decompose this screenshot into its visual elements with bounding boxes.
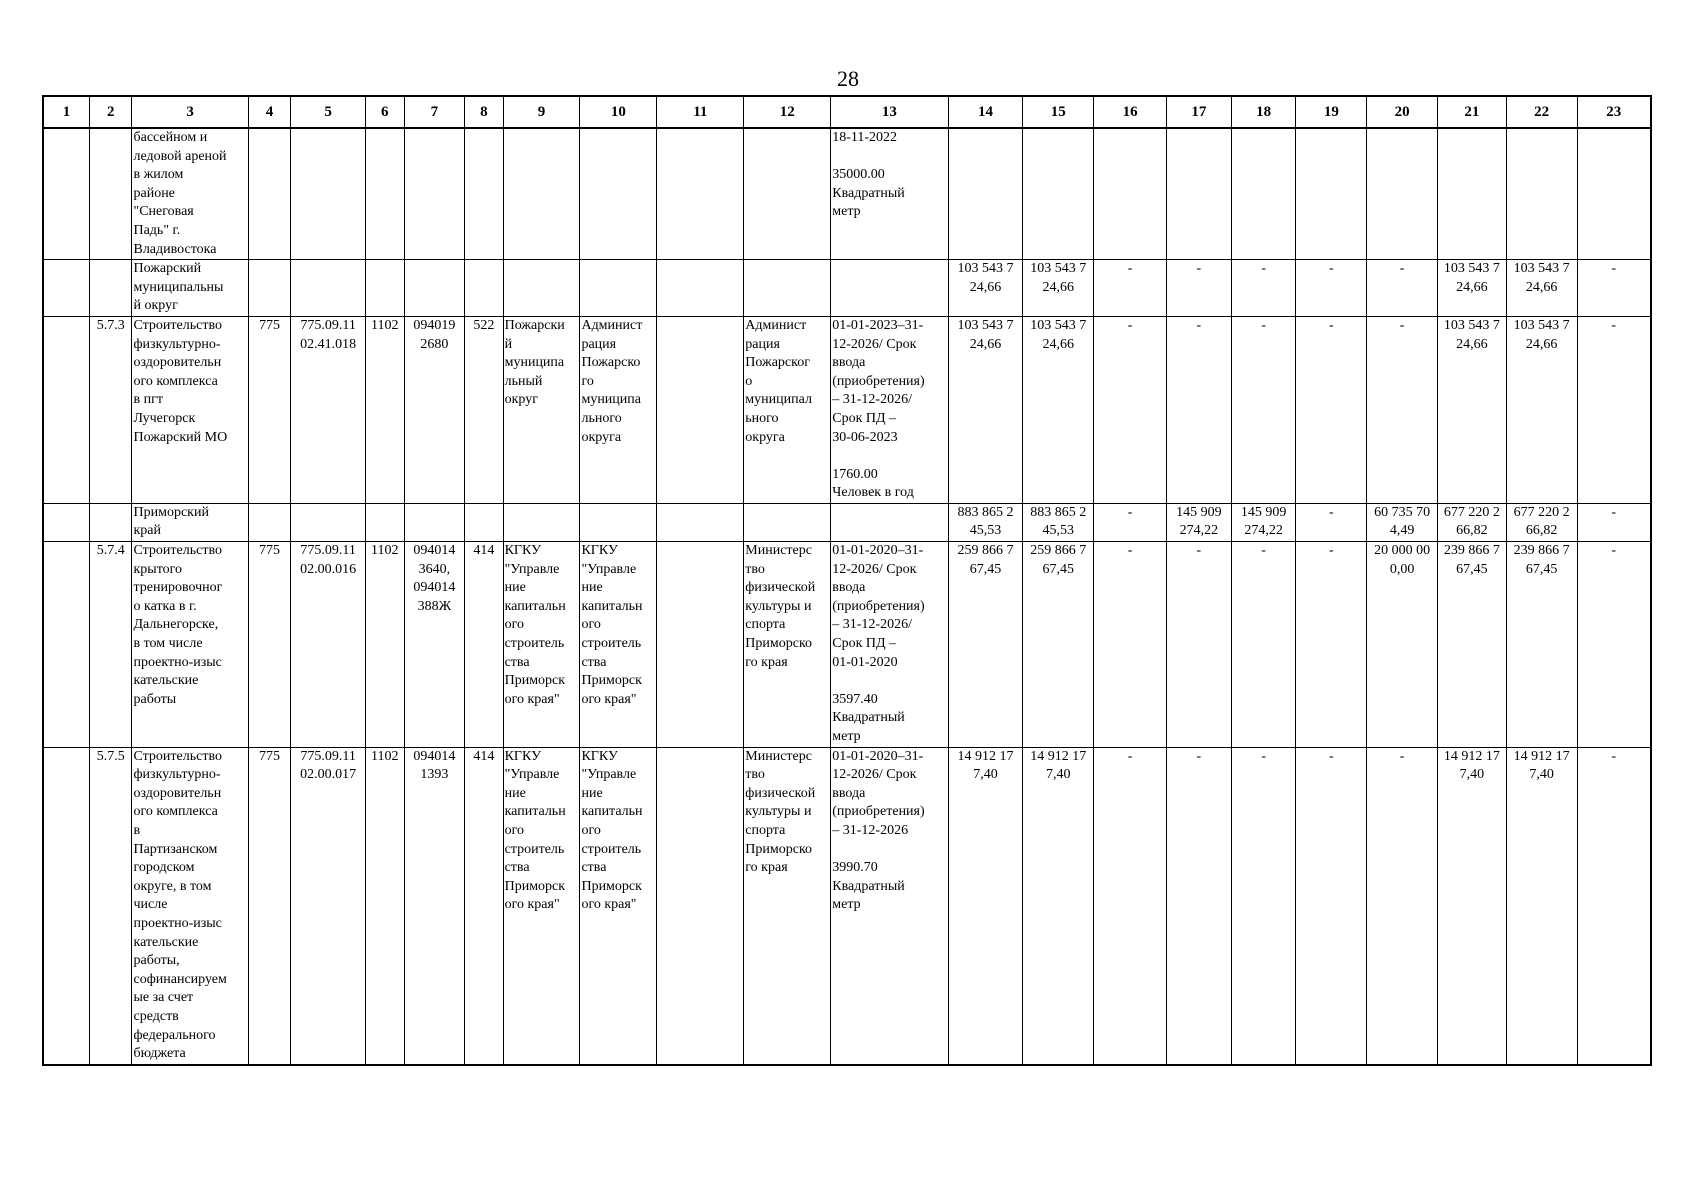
table-cell-col-20: - [1367,260,1438,317]
column-header-22: 22 [1506,96,1577,128]
table-cell-col-7 [404,128,465,260]
table-cell-col-10: КГКУ "Управле ние капитальн ого строитель ства Приморск ого края" [580,747,657,1065]
table-cell-col-17 [1166,128,1231,260]
table-cell-col-8 [465,128,503,260]
table-cell-col-4: 775 [248,747,290,1065]
table-cell-col-17: - [1166,316,1231,503]
table-cell-col-22: 103 543 7 24,66 [1506,316,1577,503]
table-cell-col-9 [503,503,580,541]
table-cell-col-22: 14 912 17 7,40 [1506,747,1577,1065]
column-header-4: 4 [248,96,290,128]
table-cell-col-14 [948,128,1023,260]
table-cell-col-5 [291,503,366,541]
table-cell-col-6: 1102 [366,542,404,748]
table-cell-col-6: 1102 [366,316,404,503]
table-cell-col-9 [503,128,580,260]
column-header-12: 12 [744,96,831,128]
table-cell-col-16 [1094,128,1167,260]
column-header-20: 20 [1367,96,1438,128]
table-cell-col-17: - [1166,260,1231,317]
table-cell-col-4 [248,128,290,260]
table-cell-col-17: 145 909 274,22 [1166,503,1231,541]
table-cell-col-14: 883 865 2 45,53 [948,503,1023,541]
table-cell-col-12: Админист рация Пожарског о муниципал ьного округа [744,316,831,503]
table-row [43,260,1651,317]
table-cell-col-7 [404,503,465,541]
table-cell-col-10: КГКУ "Управле ние капитальн ого строитель ства Приморск ого края" [580,542,657,748]
table-cell-col-3: бассейном и ледовой ареной в жилом районе "Снеговая Падь" г. Владивостока [132,128,248,260]
table-cell-col-18 [1231,128,1296,260]
table-cell-col-18: 145 909 274,22 [1231,503,1296,541]
table-cell-col-14: 103 543 7 24,66 [948,260,1023,317]
table-cell-col-13 [831,260,948,317]
table-cell-col-10: Админист рация Пожарско го муниципа льного округа [580,316,657,503]
table-cell-col-7 [404,260,465,317]
column-header-21: 21 [1437,96,1506,128]
table-cell-col-8 [465,503,503,541]
table-cell-col-15: 103 543 7 24,66 [1023,316,1094,503]
table-cell-col-15: 259 866 7 67,45 [1023,542,1094,748]
table-cell-col-20: 20 000 00 0,00 [1367,542,1438,748]
table-cell-col-21 [1437,128,1506,260]
column-header-9: 9 [503,96,580,128]
table-cell-col-12 [744,260,831,317]
column-header-23: 23 [1577,96,1651,128]
table-cell-col-12: Министерс тво физической культуры и спорта Приморско го края [744,747,831,1065]
column-header-7: 7 [404,96,465,128]
table-cell-col-15: 103 543 7 24,66 [1023,260,1094,317]
table-cell-col-22: 677 220 2 66,82 [1506,503,1577,541]
page-number: 28 [837,66,859,91]
table-cell-col-11 [657,503,744,541]
table-cell-col-23: - [1577,260,1651,317]
column-header-1: 1 [43,96,90,128]
table-cell-col-18: - [1231,260,1296,317]
column-header-18: 18 [1231,96,1296,128]
table-row [43,503,1651,541]
table-cell-col-15 [1023,128,1094,260]
column-header-14: 14 [948,96,1023,128]
table-cell-col-8: 414 [465,747,503,1065]
table-cell-col-2: 5.7.4 [90,542,132,748]
table-cell-col-20: 60 735 70 4,49 [1367,503,1438,541]
table-cell-col-1 [43,316,90,503]
table-cell-col-15: 883 865 2 45,53 [1023,503,1094,541]
table-cell-col-16: - [1094,316,1167,503]
column-header-16: 16 [1094,96,1167,128]
table-cell-col-18: - [1231,316,1296,503]
table-cell-col-3: Приморский край [132,503,248,541]
table-cell-col-4: 775 [248,316,290,503]
table-cell-col-16: - [1094,747,1167,1065]
table-cell-col-13 [831,503,948,541]
table-cell-col-8: 414 [465,542,503,748]
table-cell-col-21: 103 543 7 24,66 [1437,316,1506,503]
table-cell-col-15: 14 912 17 7,40 [1023,747,1094,1065]
table-cell-col-11 [657,542,744,748]
table-cell-col-21: 103 543 7 24,66 [1437,260,1506,317]
table-cell-col-5: 775.09.11 02.00.017 [291,747,366,1065]
column-header-17: 17 [1166,96,1231,128]
table-cell-col-9 [503,260,580,317]
table-cell-col-17: - [1166,542,1231,748]
table-cell-col-1 [43,260,90,317]
table-cell-col-2 [90,260,132,317]
table-cell-col-7: 094019 2680 [404,316,465,503]
table-cell-col-17: - [1166,747,1231,1065]
column-header-2: 2 [90,96,132,128]
table-cell-col-12: Министерс тво физической культуры и спорта Приморско го края [744,542,831,748]
table-cell-col-19: - [1296,542,1367,748]
table-cell-col-9: КГКУ "Управле ние капитальн ого строитель ства Приморск ого края" [503,747,580,1065]
table-cell-col-11 [657,747,744,1065]
table-cell-col-20 [1367,128,1438,260]
table-cell-col-14: 14 912 17 7,40 [948,747,1023,1065]
table-row [43,316,1651,503]
table-cell-col-19: - [1296,316,1367,503]
table-cell-col-16: - [1094,260,1167,317]
table-cell-col-19 [1296,128,1367,260]
table-cell-col-9: КГКУ "Управле ние капитальн ого строитель ства Приморск ого края" [503,542,580,748]
table-cell-col-11 [657,316,744,503]
table-cell-col-14: 103 543 7 24,66 [948,316,1023,503]
table-cell-col-9: Пожарски й муниципа льный округ [503,316,580,503]
table-cell-col-4 [248,260,290,317]
table-row [43,542,1651,748]
table-cell-col-10 [580,503,657,541]
table-cell-col-4: 775 [248,542,290,748]
table-cell-col-10 [580,128,657,260]
table-cell-col-2 [90,128,132,260]
table-row [43,128,1651,260]
table-cell-col-7: 094014 3640, 094014 388Ж [404,542,465,748]
table-cell-col-5: 775.09.11 02.41.018 [291,316,366,503]
table-cell-col-1 [43,503,90,541]
table-cell-col-16: - [1094,542,1167,748]
table-cell-col-23: - [1577,503,1651,541]
table-cell-col-23: - [1577,316,1651,503]
table-cell-col-8 [465,260,503,317]
table-cell-col-8: 522 [465,316,503,503]
table-cell-col-3: Строительство крытого тренировочног о катка в г. Дальнегорске, в том числе проектно-изыс кательские работы [132,542,248,748]
table-cell-col-5 [291,260,366,317]
table-cell-col-20: - [1367,316,1438,503]
column-header-19: 19 [1296,96,1367,128]
table-cell-col-13: 18-11-2022 35000.00 Квадратный метр [831,128,948,260]
table-cell-col-7: 094014 1393 [404,747,465,1065]
table-cell-col-3: Пожарский муниципальны й округ [132,260,248,317]
table-cell-col-19: - [1296,260,1367,317]
table-cell-col-16: - [1094,503,1167,541]
column-header-5: 5 [291,96,366,128]
table-cell-col-18: - [1231,542,1296,748]
table-cell-col-10 [580,260,657,317]
column-header-3: 3 [132,96,248,128]
table-cell-col-22: 239 866 7 67,45 [1506,542,1577,748]
table-row [43,747,1651,1065]
table-cell-col-5: 775.09.11 02.00.016 [291,542,366,748]
table-cell-col-12 [744,503,831,541]
table-cell-col-3: Строительство физкультурно- оздоровительн ого комплекса в Партизанском городском округе, в том числе проектно-изыс кательские работы, софинансируем ые за счет средств федерального бюджета [132,747,248,1065]
table-cell-col-2 [90,503,132,541]
table-cell-col-1 [43,128,90,260]
table-cell-col-23: - [1577,747,1651,1065]
table-cell-col-12 [744,128,831,260]
table-cell-col-6 [366,128,404,260]
table-cell-col-22 [1506,128,1577,260]
table-cell-col-2: 5.7.3 [90,316,132,503]
column-header-6: 6 [366,96,404,128]
table-cell-col-3: Строительство физкультурно- оздоровительн ого комплекса в пгт Лучегорск Пожарский МО [132,316,248,503]
table-cell-col-5 [291,128,366,260]
table-cell-col-18: - [1231,747,1296,1065]
table-cell-col-4 [248,503,290,541]
table-cell-col-21: 239 866 7 67,45 [1437,542,1506,748]
table-cell-col-14: 259 866 7 67,45 [948,542,1023,748]
table-cell-col-1 [43,747,90,1065]
column-header-15: 15 [1023,96,1094,128]
column-header-11: 11 [657,96,744,128]
table-cell-col-6: 1102 [366,747,404,1065]
table-cell-col-13: 01-01-2023–31- 12-2026/ Срок ввода (приобретения) – 31-12-2026/ Срок ПД – 30-06-2023 1760.00 Человек в год [831,316,948,503]
budget-table [42,95,1652,1066]
table-cell-col-20: - [1367,747,1438,1065]
table-cell-col-11 [657,260,744,317]
table-cell-col-21: 677 220 2 66,82 [1437,503,1506,541]
table-cell-col-6 [366,260,404,317]
table-cell-col-1 [43,542,90,748]
table-cell-col-13: 01-01-2020–31- 12-2026/ Срок ввода (приобретения) – 31-12-2026 3990.70 Квадратный метр [831,747,948,1065]
table-cell-col-13: 01-01-2020–31- 12-2026/ Срок ввода (приобретения) – 31-12-2026/ Срок ПД – 01-01-2020 3597.40 Квадратный метр [831,542,948,748]
column-header-13: 13 [831,96,948,128]
table-cell-col-23 [1577,128,1651,260]
column-header-10: 10 [580,96,657,128]
table-cell-col-19: - [1296,747,1367,1065]
table-cell-col-2: 5.7.5 [90,747,132,1065]
table-cell-col-23: - [1577,542,1651,748]
table-cell-col-19: - [1296,503,1367,541]
header-row [43,96,1651,128]
table-cell-col-21: 14 912 17 7,40 [1437,747,1506,1065]
column-header-8: 8 [465,96,503,128]
table-cell-col-11 [657,128,744,260]
table-cell-col-6 [366,503,404,541]
table-cell-col-22: 103 543 7 24,66 [1506,260,1577,317]
